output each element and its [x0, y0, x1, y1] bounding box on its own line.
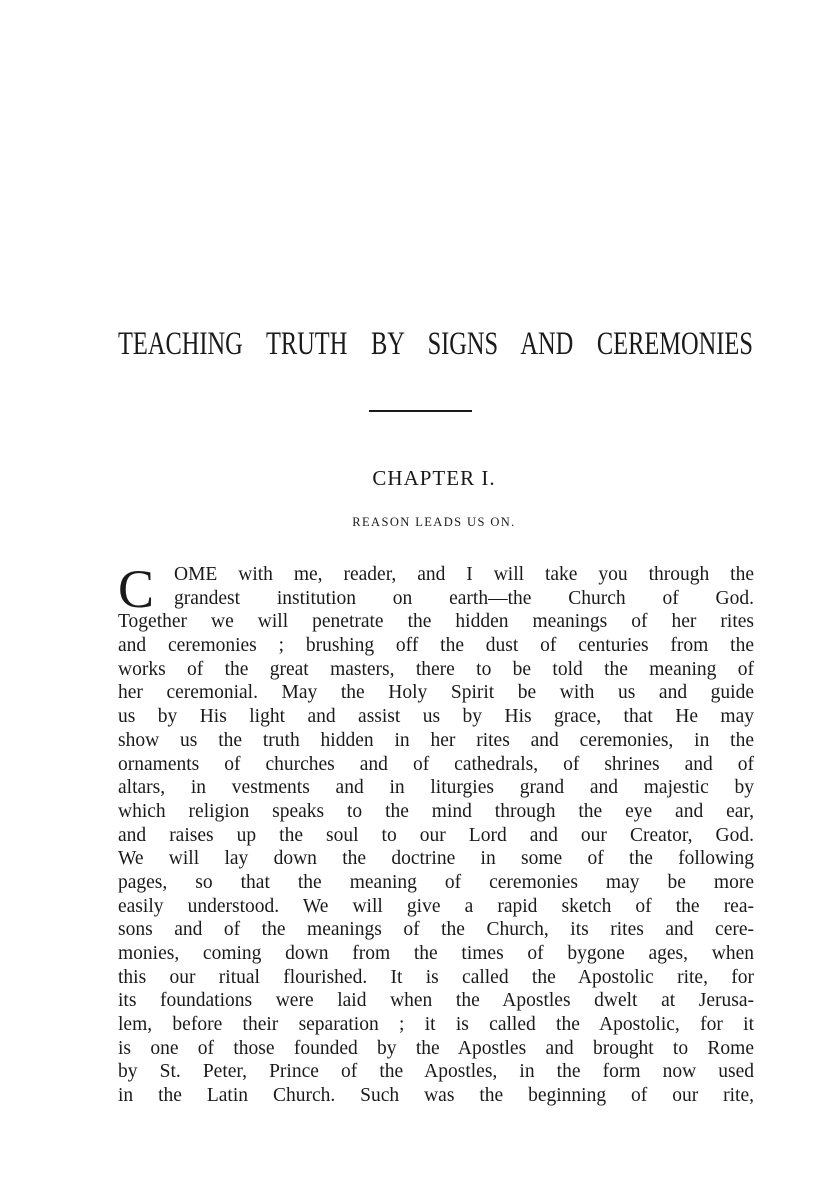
body-paragraph — [118, 559, 754, 1108]
body-line: easily understood. We will give a rapid sketch of the rea- — [118, 895, 754, 917]
body-line: its foundations were laid when the Apostles dwelt at Jerusa- — [118, 990, 754, 1012]
body-line: sons and of the meanings of the Church, its rites and cere- — [118, 919, 754, 941]
body-line: altars, in vestments and in liturgies grand and majestic by — [118, 777, 754, 799]
body-line: ornaments of churches and of cathedrals, of shrines and of — [118, 753, 754, 775]
body-line: is one of those founded by the Apostles and brought to Rome — [118, 1037, 754, 1059]
body-line: We will lay down the doctrine in some of the following — [118, 848, 754, 870]
body-line: and ceremonies ; brushing off the dust of centuries from the — [118, 635, 754, 657]
body-line: and raises up the soul to our Lord and our Creator, God. — [118, 824, 754, 846]
body-line: us by His light and assist us by His grace, that He may — [118, 706, 754, 728]
title-divider-rule — [369, 410, 472, 412]
body-line: works of the great masters, there to be told the meaning of — [118, 658, 754, 680]
body-line: Together we will penetrate the hidden meanings of her rites — [118, 611, 754, 633]
body-line: this our ritual flourished. It is called the Apostolic rite, for — [118, 966, 754, 988]
body-line: monies, coming down from the times of bygone ages, when — [118, 943, 754, 964]
body-line: her ceremonial. May the Holy Spirit be with us and guide — [118, 682, 754, 704]
body-line: in the Latin Church. Such was the beginning of our rite, — [118, 1085, 754, 1107]
body-line: show us the truth hidden in her rites and ceremonies, in the — [118, 729, 754, 751]
body-line: by St. Peter, Prince of the Apostles, in the form now used — [118, 1061, 754, 1083]
body-line: which religion speaks to the mind through the eye and ear, — [118, 800, 754, 822]
body-line: pages, so that the meaning of ceremonies may be more — [118, 871, 754, 893]
chapter-heading: CHAPTER I. — [372, 466, 496, 490]
body-line: grandest institution on earth—the Church of God. — [174, 587, 754, 609]
body-line: lem, before their separation ; it is called the Apostolic, for it — [118, 1014, 754, 1036]
body-line: OME with me, reader, and I will take you through the — [174, 564, 754, 585]
drop-cap-letter: C — [118, 559, 155, 619]
chapter-subtitle: REASON LEADS US ON. — [352, 515, 516, 529]
book-title: TEACHING TRUTH BY SIGNS AND CEREMONIES — [118, 326, 753, 362]
